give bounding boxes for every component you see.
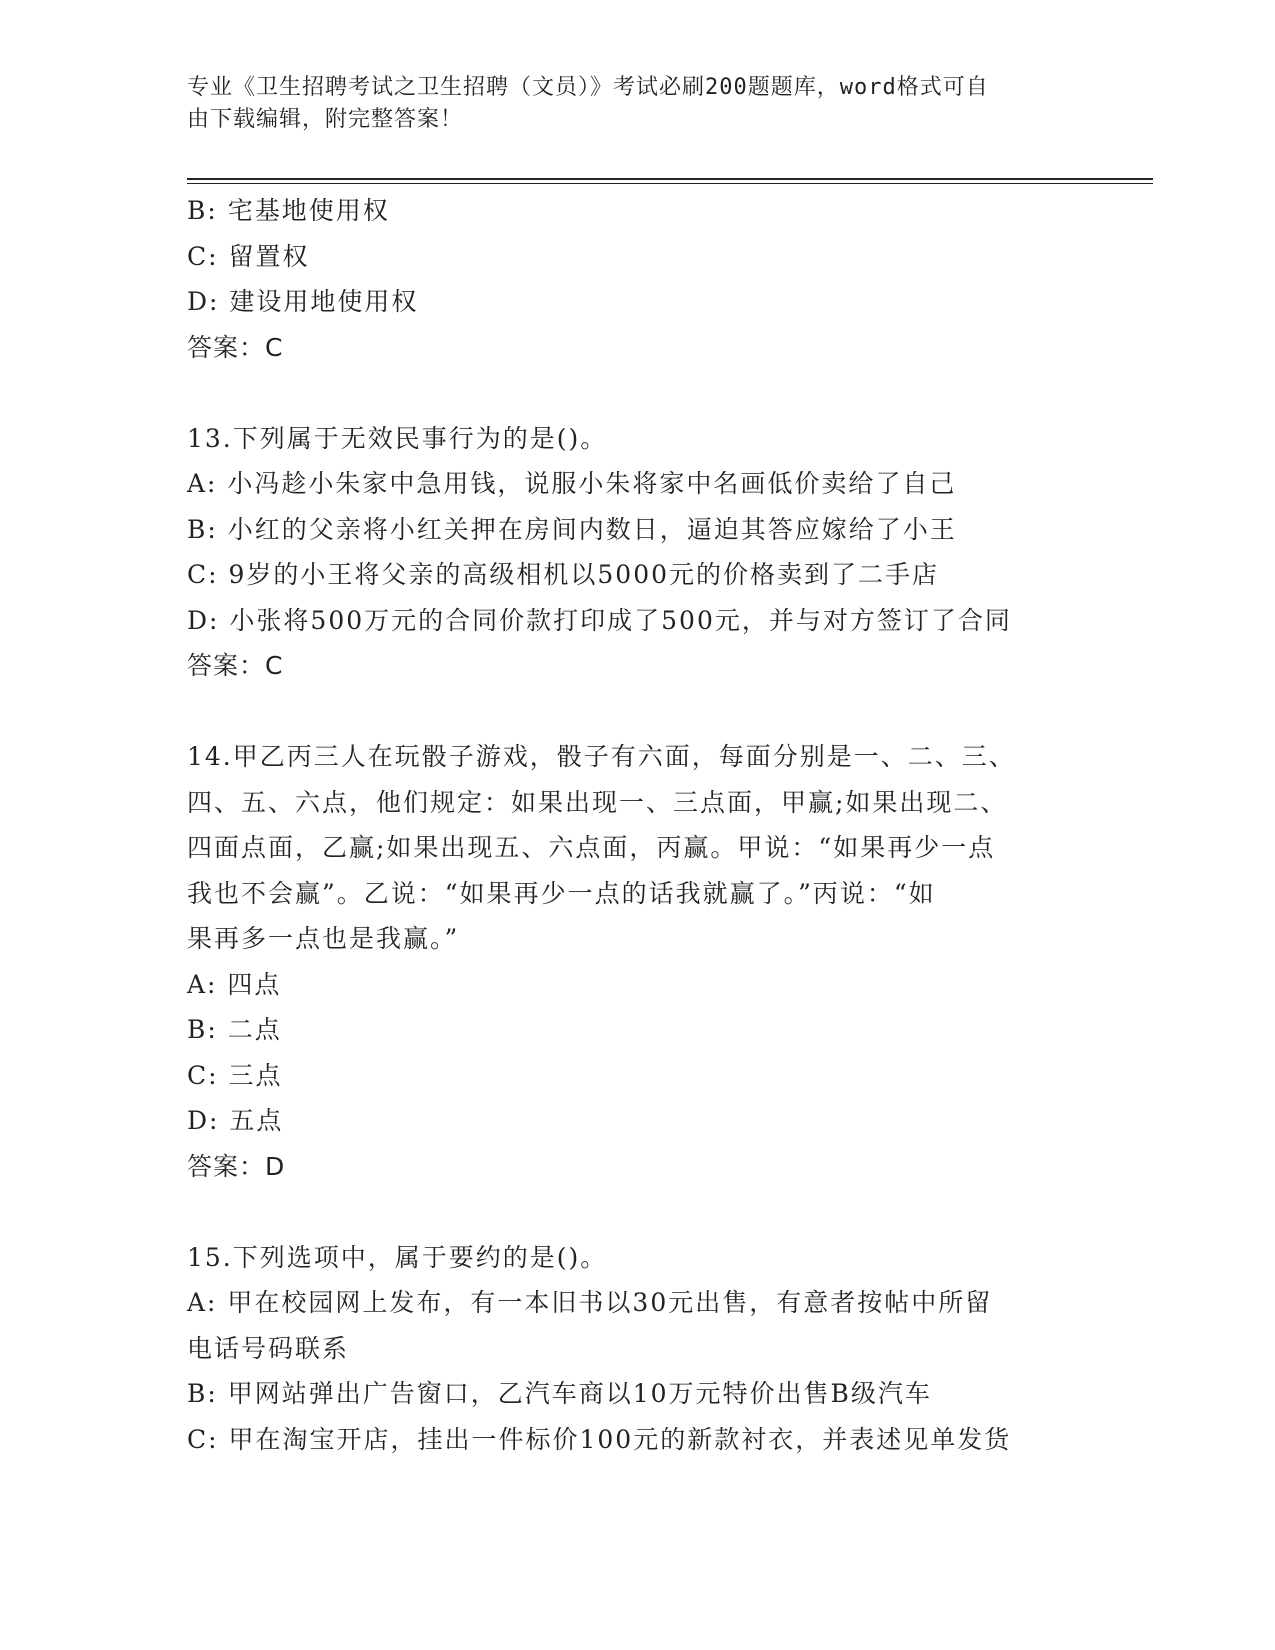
spacer	[187, 370, 1087, 416]
option-a: A: 小冯趁小朱家中急用钱，说服小朱将家中名画低价卖给了自己	[187, 469, 957, 498]
option-c: C: 甲在淘宝开店，挂出一件标价100元的新款衬衣，并表述见单发货	[187, 1424, 1012, 1454]
question-stem-line: 四、五、六点，他们规定：如果出现一、三点面，甲赢;如果出现二、	[187, 787, 1008, 817]
answer-line: 答案：C	[187, 651, 284, 680]
question-stem-line: 果再多一点也是我赢。”	[187, 924, 460, 953]
header-rule-thin	[187, 183, 1153, 184]
spacer	[187, 1189, 1087, 1235]
option-c: C: 留置权	[187, 241, 310, 271]
option-b: B: 宅基地使用权	[187, 196, 390, 225]
option-c: C: 三点	[187, 1060, 283, 1090]
answer-line: 答案：D	[187, 1151, 286, 1181]
question-stem: 15.下列选项中，属于要约的是()。	[187, 1242, 608, 1272]
question-15	[187, 1235, 1087, 1463]
question-stem-line: 我也不会赢”。乙说：“如果再少一点的话我就赢了。”丙说：“如	[187, 878, 936, 908]
header-line-1: 专业《卫生招聘考试之卫生招聘（文员）》考试必刷200题题库，word格式可自	[187, 75, 989, 100]
header-rule-thick	[187, 178, 1153, 180]
question-stem-line: 14.甲乙丙三人在玩骰子游戏，骰子有六面，每面分别是一、二、三、	[187, 742, 1016, 771]
option-b: B: 二点	[187, 1015, 282, 1044]
option-d: D: 建设用地使用权	[187, 287, 419, 316]
option-a: A: 甲在校园网上发布，有一本旧书以30元出售，有意者按帖中所留	[187, 1288, 993, 1317]
document-header	[187, 72, 1067, 136]
prev-question	[187, 188, 1087, 370]
question-stem: 13.下列属于无效民事行为的是()。	[187, 423, 608, 453]
option-b: B: 小红的父亲将小红关押在房间内数日，逼迫其答应嫁给了小王	[187, 514, 957, 544]
header-line-2: 由下载编辑，附完整答案！	[187, 107, 464, 132]
spacer	[187, 689, 1087, 735]
question-14	[187, 734, 1087, 1189]
option-b: B: 甲网站弹出广告窗口，乙汽车商以10万元特价出售B级汽车	[187, 1379, 932, 1408]
option-c: C: 9岁的小王将父亲的高级相机以5000元的价格卖到了二手店	[187, 560, 940, 589]
option-a-continued: 电话号码联系	[187, 1333, 350, 1363]
option-d: D: 五点	[187, 1106, 284, 1135]
option-d: D: 小张将500万元的合同价款打印成了500元，并与对方签订了合同	[187, 605, 1012, 635]
question-stem-line: 四面点面，乙赢;如果出现五、六点面，丙赢。甲说：“如果再少一点	[187, 833, 996, 862]
question-13	[187, 416, 1087, 689]
question-content	[187, 188, 1087, 1462]
option-a: A: 四点	[187, 969, 282, 999]
answer-line: 答案：C	[187, 332, 284, 362]
